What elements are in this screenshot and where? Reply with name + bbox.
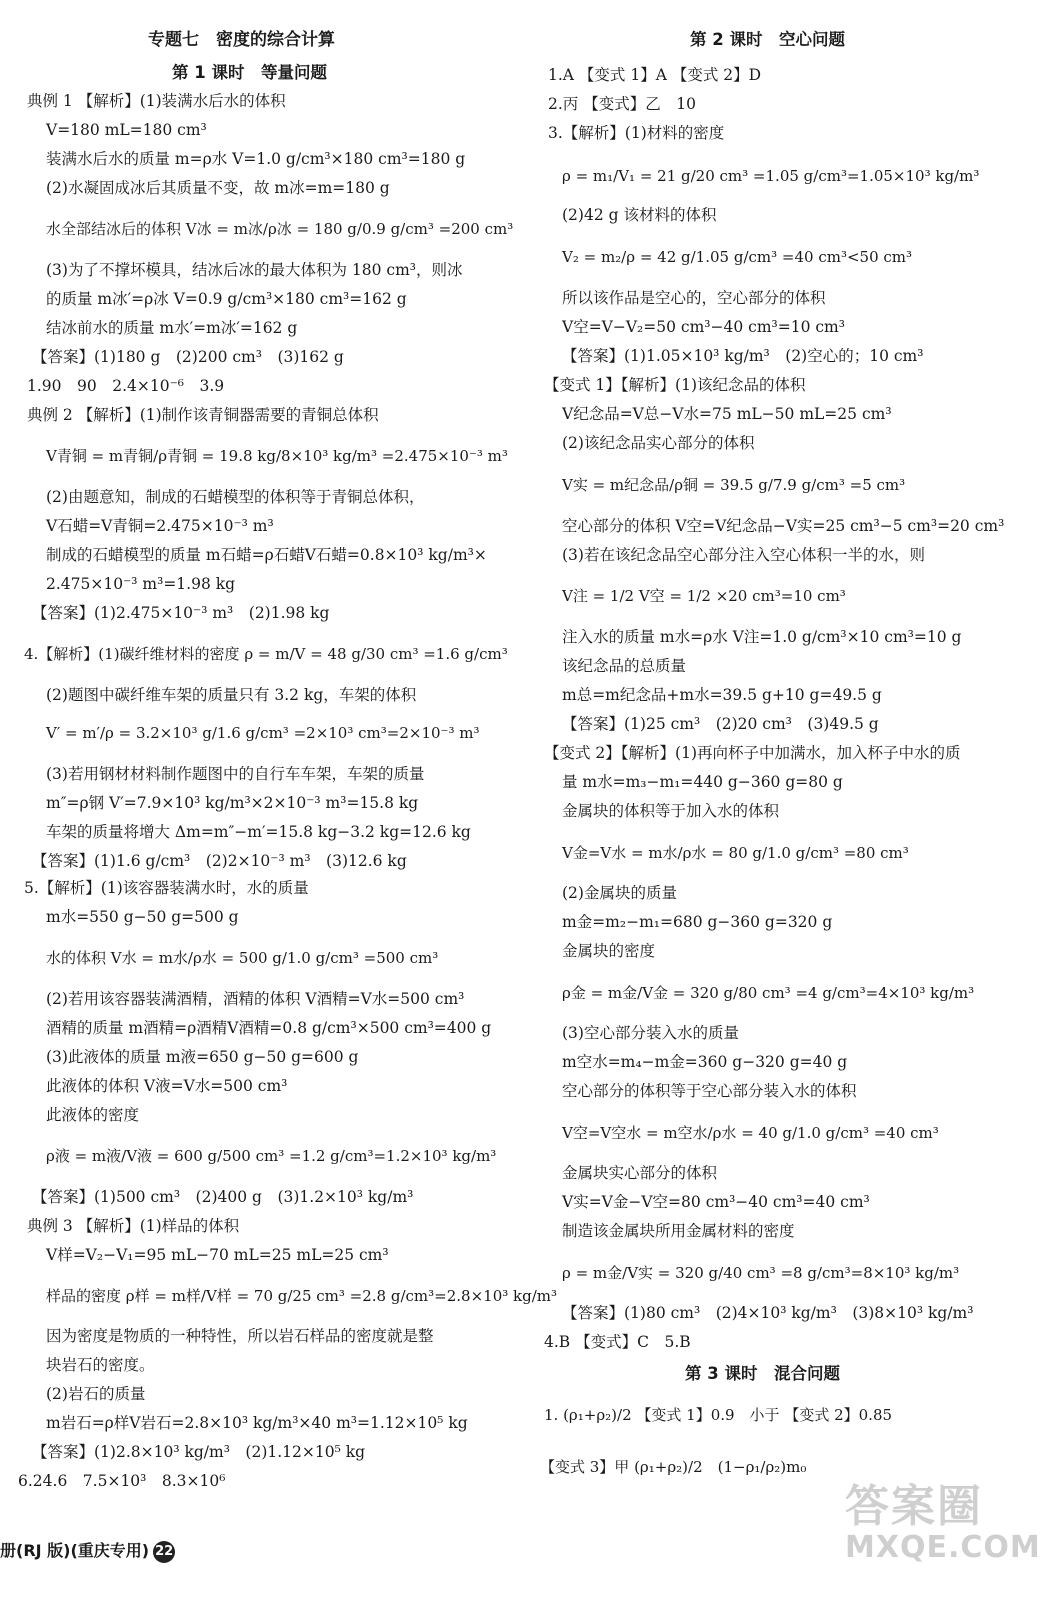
text-line: 2.475×10⁻³ m³=1.98 kg [46,575,236,593]
text-line: 金属块的密度 [562,942,656,960]
text-line: (3)空心部分装入水的质量 [562,1024,739,1042]
text-line: 金属块实心部分的体积 [562,1164,718,1182]
footer-edition-text: 册(RJ 版)(重庆专用) [0,1541,150,1560]
text-line: 空心部分的体积 V空=V纪念品−V实=25 cm³−5 cm³=20 cm³ [562,517,1005,535]
text-line: m金=m₂−m₁=680 g−360 g=320 g [562,913,833,931]
text-line: (3)若在该纪念品空心部分注入空心体积一半的水，则 [562,546,925,564]
answer-line: 【答案】(1)2.475×10⁻³ m³ (2)1.98 kg [32,604,330,622]
text-line: 4.B 【变式】C 5.B [544,1333,691,1351]
text-line: V=180 mL=180 cm³ [46,121,207,139]
text-line: 车架的质量将增大 Δm=m″−m′=15.8 kg−3.2 kg=12.6 kg [46,823,471,841]
text-line: 量 m水=m₃−m₁=440 g−360 g=80 g [562,773,843,791]
formula-line: 水的体积 V水 = m水/ρ水 = 500 g/1.0 g/cm³ =500 cm³ [46,949,439,967]
text-line: (2)该纪念品实心部分的体积 [562,434,755,452]
text-line: V石蜡=V青铜=2.475×10⁻³ m³ [46,517,274,535]
text-line: (2)由题意知，制成的石蜡模型的体积等于青铜总体积， [46,488,425,506]
answer-line: 【答案】(1)1.6 g/cm³ (2)2×10⁻³ m³ (3)12.6 kg [32,852,407,870]
problem-3-heading: 3.【解析】(1)材料的密度 [548,124,725,142]
formula-line: 水全部结冰后的体积 V冰 = m冰/ρ冰 = 180 g/0.9 g/cm³ =200 cm³ [46,220,514,238]
text-line: m水=550 g−50 g=500 g [46,908,239,926]
text-line: 所以该作品是空心的，空心部分的体积 [562,289,826,307]
text-line: 空心部分的体积等于空心部分装入水的体积 [562,1082,857,1100]
text-line: m″=ρ钢 V′=7.9×10³ kg/m³×2×10⁻³ m³=15.8 kg [46,794,419,812]
answer-line: 【答案】(1)25 cm³ (2)20 cm³ (3)49.5 g [562,715,879,733]
formula-line: V空=V空水 = m空水/ρ水 = 40 g/1.0 g/cm³ =40 cm³ [562,1124,939,1142]
text-line: m空水=m₄−m金=360 g−320 g=40 g [562,1053,848,1071]
answer-line: 【答案】(1)1.05×10³ kg/m³ (2)空心的；10 cm³ [562,347,924,365]
text-line: V空=V−V₂=50 cm³−40 cm³=10 cm³ [562,318,845,336]
answer-line: 【答案】(1)80 cm³ (2)4×10³ kg/m³ (3)8×10³ kg/m³ [562,1304,974,1322]
formula-line: V金=V水 = m水/ρ水 = 80 g/1.0 g/cm³ =80 cm³ [562,844,909,862]
text-line: (2)题图中碳纤维车架的质量只有 3.2 kg，车架的体积 [46,686,417,704]
lesson-3-title: 第 3 课时 混合问题 [685,1364,840,1383]
text-line: V样=V₂−V₁=95 mL−70 mL=25 mL=25 cm³ [46,1246,389,1264]
text-line: 该纪念品的总质量 [562,657,687,675]
formula-line: V实 = m纪念品/ρ铜 = 39.5 g/7.9 g/cm³ =5 cm³ [562,476,906,494]
text-line: 的质量 m冰′=ρ冰 V=0.9 g/cm³×180 cm³=162 g [46,290,407,308]
text-line: 2.丙 【变式】乙 10 [548,95,696,113]
text-line: (3)若用钢材材料制作题图中的自行车车架，车架的质量 [46,765,425,783]
text-line: (2)42 g 该材料的体积 [562,206,717,224]
text-line: (2)岩石的质量 [46,1385,146,1403]
page-footer [0,1538,175,1563]
text-line: 制造该金属块所用金属材料的密度 [562,1222,795,1240]
topic-title: 专题七 密度的综合计算 [148,30,335,50]
lesson-1-title: 第 1 课时 等量问题 [172,63,327,82]
text-line: 1. (ρ₁+ρ₂)/2 【变式 1】0.9 小于 【变式 2】0.85 [544,1406,893,1424]
text-line: 制成的石蜡模型的质量 m石蜡=ρ石蜡V石蜡=0.8×10³ kg/m³× [46,546,487,564]
watermark-bottom: MXQE.COM [845,1530,1041,1565]
text-line: 块岩石的密度。 [46,1356,155,1374]
text-line: 此液体的密度 [46,1106,140,1124]
example-1-heading: 典例 1 【解析】(1)装满水后水的体积 [27,92,286,110]
problem-5-heading: 5.【解析】(1)该容器装满水时，水的质量 [24,879,309,897]
formula-line: V注 = 1/2 V空 = 1/2 ×20 cm³=10 cm³ [562,587,846,605]
variant-2-heading: 【变式 2】【解析】(1)再向杯子中加满水，加入杯子中水的质 [544,744,961,762]
answer-line: 【答案】(1)2.8×10³ kg/m³ (2)1.12×10⁵ kg [32,1443,366,1461]
text-line: (2)若用该容器装满酒精，酒精的体积 V酒精=V水=500 cm³ [46,990,465,1008]
formula-line: V₂ = m₂/ρ = 42 g/1.05 g/cm³ =40 cm³<50 cm³ [562,248,913,266]
text-line: V纪念品=V总−V水=75 mL−50 mL=25 cm³ [562,405,892,423]
text-line: V实=V金−V空=80 cm³−40 cm³=40 cm³ [562,1193,870,1211]
watermark-logo [845,1470,1041,1590]
text-line: (3)为了不撑坏模具，结冰后冰的最大体积为 180 cm³，则冰 [46,261,463,279]
text-line: (2)水凝固成冰后其质量不变，故 m冰=m=180 g [46,179,390,197]
text-line: 此液体的体积 V液=V水=500 cm³ [46,1077,288,1095]
text-line: 装满水后水的质量 m=ρ水 V=1.0 g/cm³×180 cm³=180 g [46,150,466,168]
text-line: 酒精的质量 m酒精=ρ酒精V酒精=0.8 g/cm³×500 cm³=400 g [46,1019,492,1037]
formula-line: V′ = m′/ρ = 3.2×10³ g/1.6 g/cm³ =2×10³ cm³=2×10⁻³ m³ [46,724,480,742]
text-line: 1.90 90 2.4×10⁻⁶ 3.9 [27,377,225,395]
lesson-2-title: 第 2 课时 空心问题 [690,30,845,49]
formula-line: V青铜 = m青铜/ρ青铜 = 19.8 kg/8×10³ kg/m³ =2.475×10⁻³ m³ [46,447,508,465]
text-line: 结冰前水的质量 m水′=m冰′=162 g [46,319,298,337]
text-line: 注入水的质量 m水=ρ水 V注=1.0 g/cm³×10 cm³=10 g [562,628,962,646]
problem-4-heading: 4.【解析】(1)碳纤维材料的密度 ρ = m/V = 48 g/30 cm³ =1.6 g/cm³ [24,645,508,663]
text-line: m岩石=ρ样V岩石=2.8×10³ kg/m³×40 m³=1.12×10⁵ kg [46,1414,468,1432]
formula-line: ρ液 = m液/V液 = 600 g/500 cm³ =1.2 g/cm³=1.2×10³ kg/m³ [46,1147,497,1165]
answer-line: 【答案】(1)180 g (2)200 cm³ (3)162 g [32,348,344,366]
formula-line: ρ金 = m金/V金 = 320 g/80 cm³ =4 g/cm³=4×10³ kg/m³ [562,984,975,1002]
text-line: 1.A 【变式 1】A 【变式 2】D [548,66,762,84]
page-number: 22 [153,1541,175,1563]
text-line: 6.24.6 7.5×10³ 8.3×10⁶ [18,1472,226,1490]
variant-3-line: 【变式 3】甲 (ρ₁+ρ₂)/2 (1−ρ₁/ρ₂)m₀ [540,1458,807,1476]
example-2-heading: 典例 2 【解析】(1)制作该青铜器需要的青铜总体积 [27,406,379,424]
variant-1-heading: 【变式 1】【解析】(1)该纪念品的体积 [544,376,806,394]
watermark-top: 答案圈 [845,1481,983,1532]
text-line: 因为密度是物质的一种特性，所以岩石样品的密度就是整 [46,1327,434,1345]
formula-line: ρ = m金/V实 = 320 g/40 cm³ =8 g/cm³=8×10³ kg/m³ [562,1264,960,1282]
text-line: (2)金属块的质量 [562,884,677,902]
text-line: 金属块的体积等于加入水的体积 [562,802,780,820]
example-3-heading: 典例 3 【解析】(1)样品的体积 [27,1217,240,1235]
text-line: m总=m纪念品+m水=39.5 g+10 g=49.5 g [562,686,882,704]
text-line: (3)此液体的质量 m液=650 g−50 g=600 g [46,1048,359,1066]
formula-line: ρ = m₁/V₁ = 21 g/20 cm³ =1.05 g/cm³=1.05×10³ kg/m³ [562,167,980,185]
answer-line: 【答案】(1)500 cm³ (2)400 g (3)1.2×10³ kg/m³ [32,1188,414,1206]
formula-line: 样品的密度 ρ样 = m样/V样 = 70 g/25 cm³ =2.8 g/cm³=2.8×10³ kg/m³ [46,1287,558,1305]
